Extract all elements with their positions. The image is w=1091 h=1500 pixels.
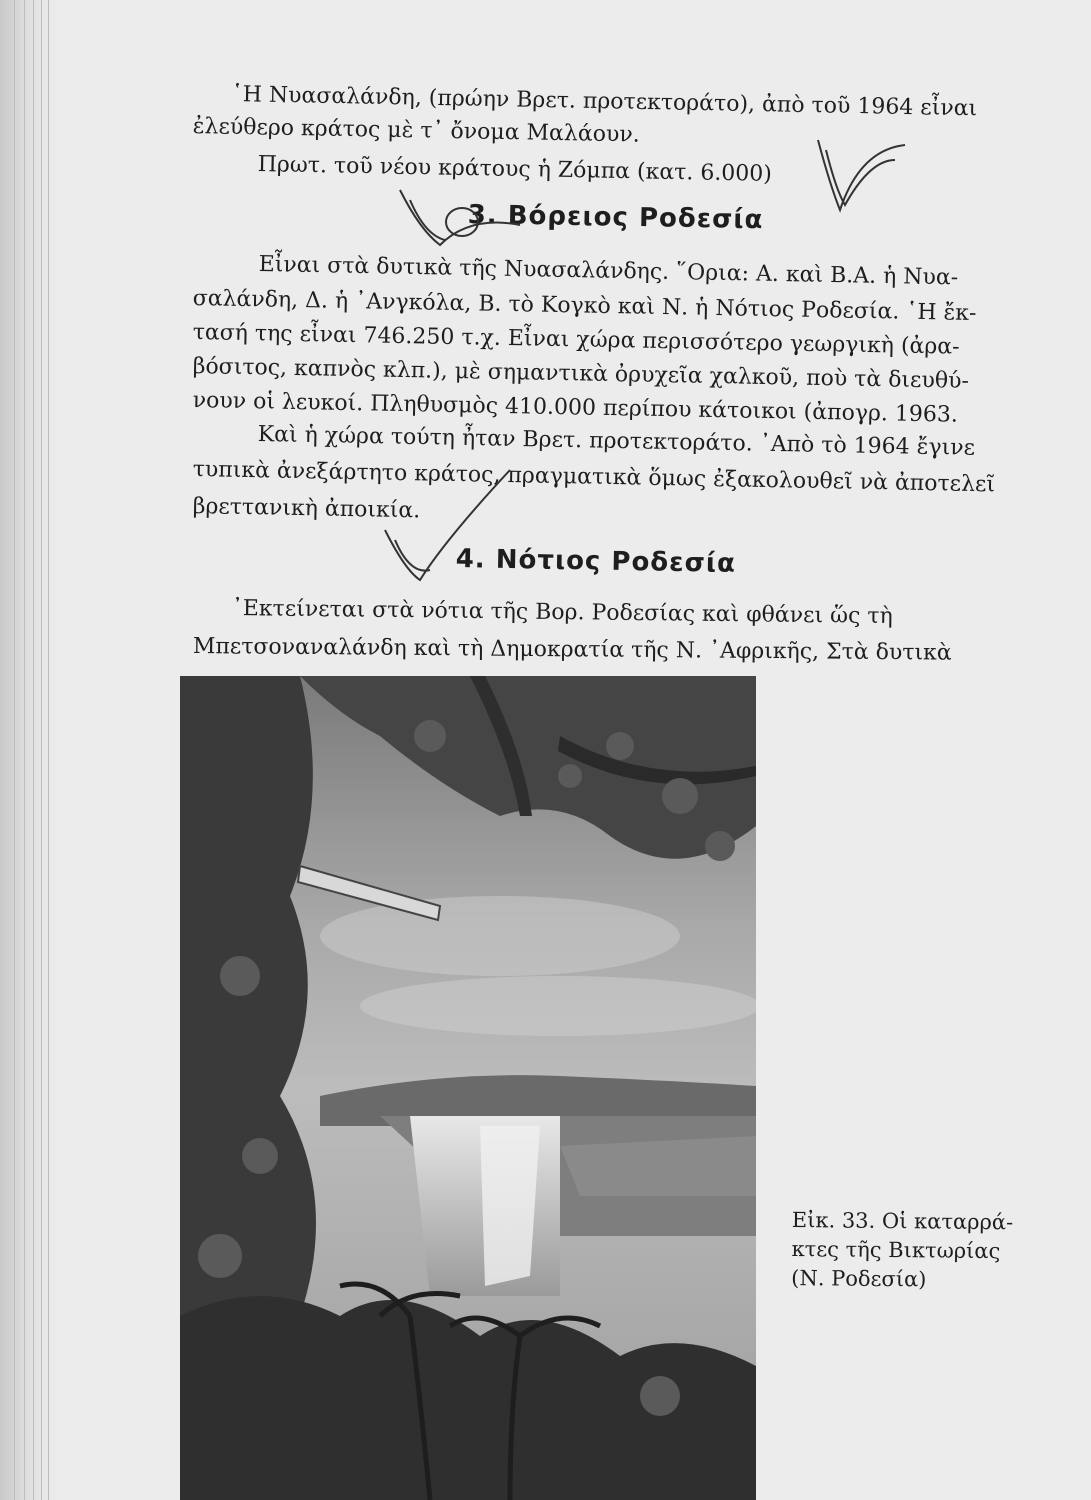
figure-caption bbox=[791, 1206, 1013, 1295]
north-line-5: νουν οἱ λευκοί. Πληθυσμὸς 410.000 περίπου κάτοικοι (ἀπογρ. 1963. bbox=[192, 387, 959, 428]
north-line-1: Εἶναι στὰ δυτικὰ τῆς Νυασαλάνδης. ῞Ορια: Α. καὶ Β.Α. ἡ Νυα- bbox=[258, 251, 959, 291]
north-line-4: βόσιτος, καπνὸς κλπ.), μὲ σημαντικὰ ὀρυχεῖα χαλκοῦ, ποὺ τὰ διευθύ- bbox=[192, 353, 970, 394]
north-line-2: σαλάνδη, Δ. ἡ ᾽Ανγκόλα, Β. τὸ Κογκὸ καὶ Ν. ἡ Νότιος Ροδεσία. ῾Η ἔκ- bbox=[192, 285, 977, 327]
south-line-2: Μπετσοναναλάνδη καὶ τὴ Δημοκρατία τῆς Ν. ᾽Αφρικῆς, Στὰ δυτικὰ bbox=[192, 633, 952, 666]
caption-line-1: Εἰκ. 33. Οἱ καταρρά- bbox=[791, 1207, 1014, 1235]
caption-line-2: κτες τῆς Βικτωρίας bbox=[791, 1236, 1001, 1264]
nyasaland-line-1: ῾Η Νυασαλάνδη, (πρώην Βρετ. προτεκτοράτο), ἀπὸ τοῦ 1964 εἶναι bbox=[231, 81, 978, 122]
heading-northern-rhodesia: 3. Βόρειος Ροδεσία bbox=[467, 200, 764, 236]
north-line-6: Καὶ ἡ χώρα τούτη ἦταν Βρετ. προτεκτοράτο. ᾽Απὸ τὸ 1964 ἔγινε bbox=[257, 421, 976, 461]
nyasaland-line-3: Πρωτ. τοῦ νέου κράτους ἡ Ζόμπα (κατ. 6.000) bbox=[257, 151, 773, 187]
north-line-8: βρεττανικὴ ἀποικία. bbox=[192, 493, 421, 524]
book-page-edge bbox=[0, 0, 58, 1500]
heading-southern-rhodesia: 4. Νότιος Ροδεσία bbox=[455, 544, 737, 579]
north-line-3: τασή της εἶναι 746.250 τ.χ. Εἶναι χώρα περισσότερο γεωργικὴ (ἀρα- bbox=[192, 319, 960, 360]
victoria-falls-photo bbox=[180, 676, 756, 1500]
caption-line-3: (Ν. Ροδεσία) bbox=[791, 1265, 927, 1292]
north-line-7: τυπικὰ ἀνεξάρτητο κράτος, πραγματικὰ ὅμως ἐξακολουθεῖ νὰ ἀποτελεῖ bbox=[192, 456, 996, 498]
nyasaland-line-2: ἐλεύθερο κράτος μὲ τ᾽ ὄνομα Μαλάουν. bbox=[192, 113, 640, 148]
south-line-1: ᾽Εκτείνεται στὰ νότια τῆς Βορ. Ροδεσίας καὶ φθάνει ὥς τὴ bbox=[231, 595, 893, 630]
